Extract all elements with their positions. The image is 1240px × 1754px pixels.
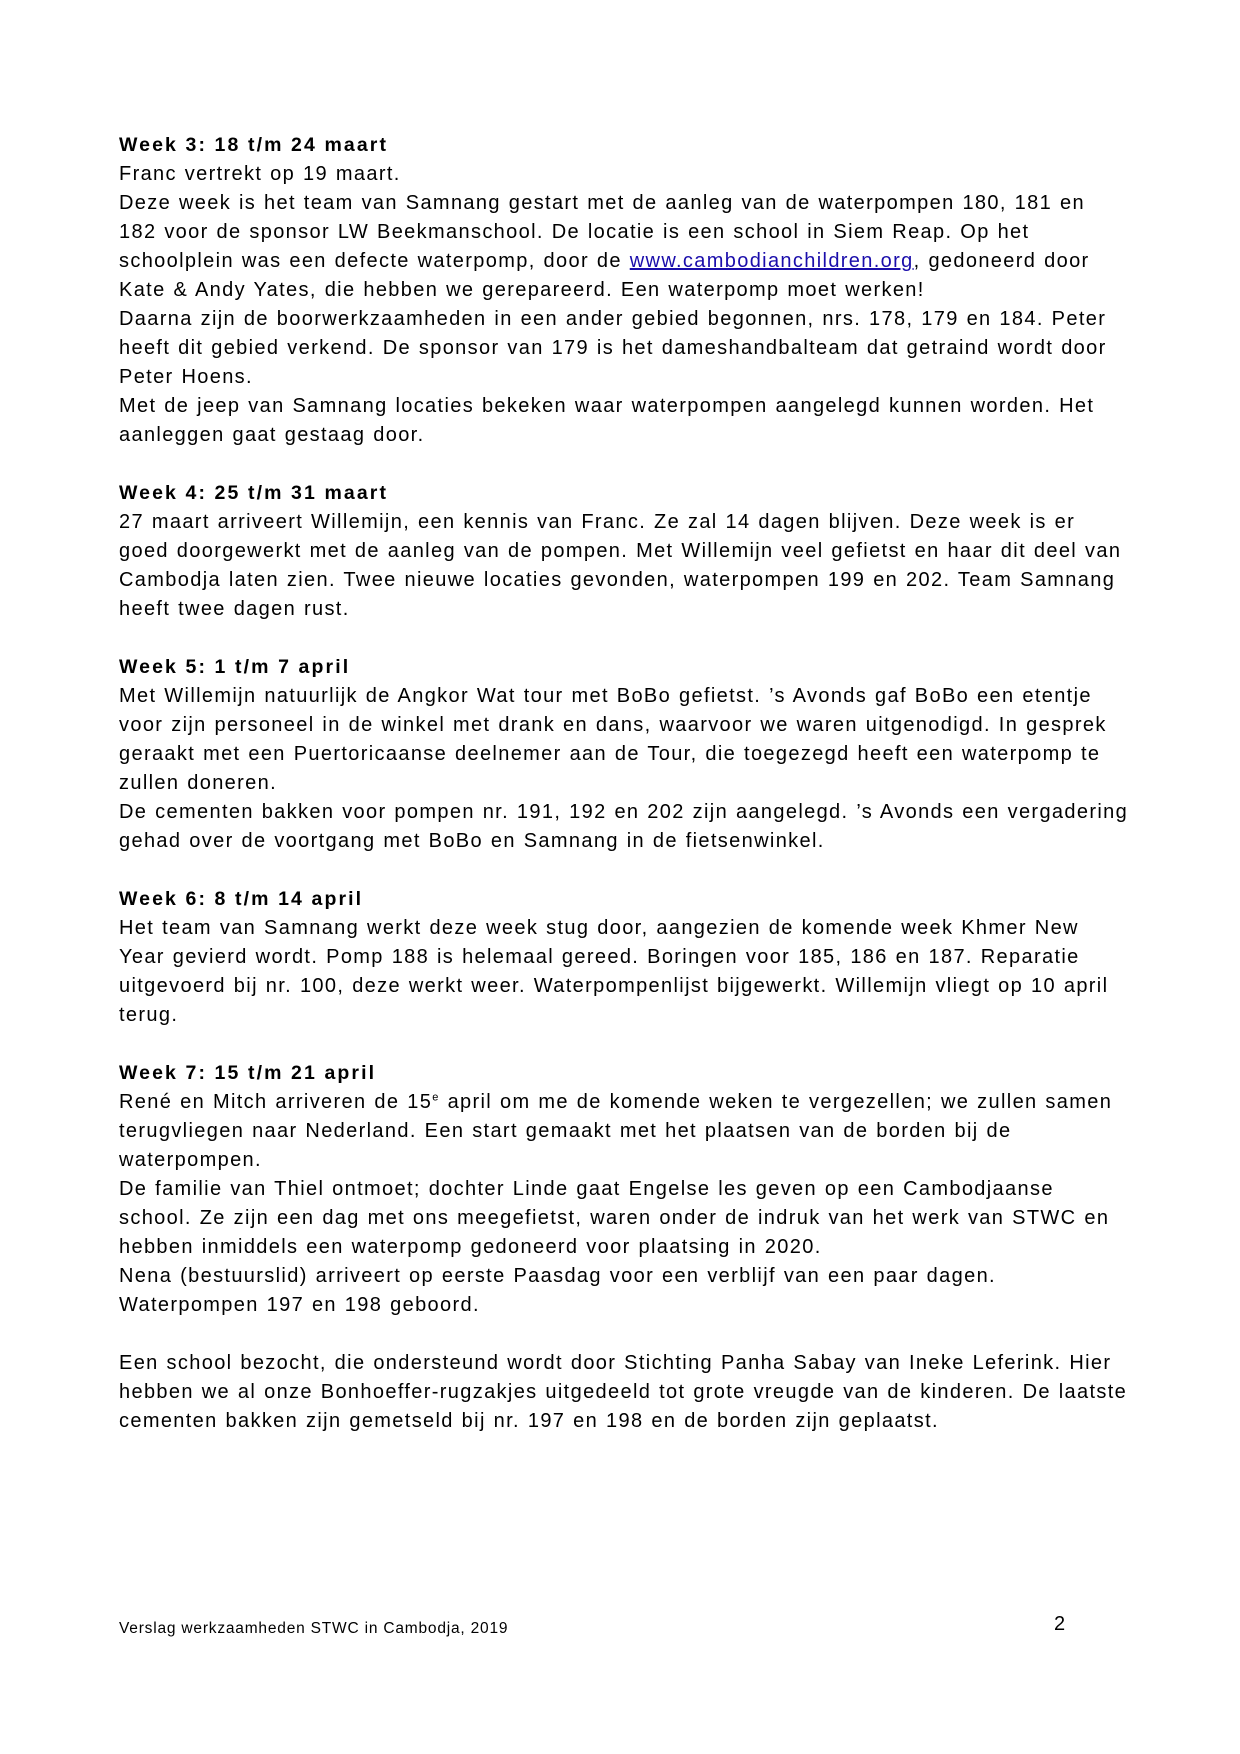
section-week-3 bbox=[119, 131, 1129, 450]
cambodianchildren-link[interactable]: www.cambodianchildren.org bbox=[629, 250, 914, 272]
section-week-7 bbox=[119, 1059, 1129, 1436]
section-heading: Week 3: 18 t/m 24 maart bbox=[119, 134, 389, 156]
paragraph: Het team van Samnang werkt deze week stug door, aangezien de komende week Khmer New Year gevierd wordt. Pomp 188 is helemaal gereed. Boringen voor 185, 186 en 187. Reparatie uitgevoerd bij nr. 100, deze werkt weer. Waterpompenlijst bijgewerkt. Willemijn vliegt op 10 april terug. bbox=[119, 917, 1109, 1026]
paragraph-text: april om me de komende weken te vergezellen; we zullen samen terugvliegen naar Nederland. Een start gemaakt met het plaatsen van de borden bij de waterpompen. bbox=[119, 1091, 1113, 1171]
paragraph: Daarna zijn de boorwerkzaamheden in een ander gebied begonnen, nrs. 178, 179 en 184. Peter heeft dit gebied verkend. De sponsor van 179 is het dameshandbalteam dat getraind wordt door Peter Hoens. bbox=[119, 308, 1107, 388]
paragraph-text: Deze week is het team van Samnang gestart met de aanleg van de waterpompen 180, 181 en 182 voor de sponsor LW Beekmanschool. De locatie is een school in Siem Reap. Op het schoolplein was een defecte waterpomp, door de bbox=[119, 192, 1085, 272]
paragraph bbox=[119, 1088, 1129, 1175]
section-heading: Week 6: 8 t/m 14 april bbox=[119, 888, 364, 910]
paragraph: 27 maart arriveert Willemijn, een kennis van Franc. Ze zal 14 dagen blijven. Deze week is er goed doorgewerkt met de aanleg van de pompen. Met Willemijn veel gefietst en haar dit deel van Cambodja laten zien. Twee nieuwe locaties gevonden, waterpompen 199 en 202. Team Samnang heeft twee dagen rust. bbox=[119, 511, 1122, 620]
section-week-6 bbox=[119, 885, 1129, 1030]
superscript: e bbox=[432, 1091, 440, 1104]
paragraph-text: , gedoneerd door Kate & Andy Yates, die hebben we gerepareerd. Een waterpomp moet werken! bbox=[119, 250, 1090, 301]
paragraph: Franc vertrekt op 19 maart. bbox=[119, 163, 401, 185]
section-heading: Week 7: 15 t/m 21 april bbox=[119, 1062, 377, 1084]
paragraph: Met Willemijn natuurlijk de Angkor Wat tour met BoBo gefietst. ’s Avonds gaf BoBo een etentje voor zijn personeel in de winkel met drank en dans, waarvoor we waren uitgenodigd. In gesprek geraakt met een Puertoricaanse deelnemer aan de Tour, die toegezegd heeft een waterpomp te zullen doneren. bbox=[119, 685, 1107, 794]
page-footer: Verslag werkzaamheden STWC in Cambodja, 2019 bbox=[119, 1620, 509, 1637]
paragraph: Nena (bestuurslid) arriveert op eerste Paasdag voor een verblijf van een paar dagen. bbox=[119, 1265, 996, 1287]
paragraph: Met de jeep van Samnang locaties bekeken waar waterpompen aangelegd kunnen worden. Het aanleggen gaat gestaag door. bbox=[119, 395, 1095, 446]
paragraph bbox=[119, 189, 1129, 305]
section-week-4 bbox=[119, 479, 1129, 624]
document-body bbox=[119, 131, 1129, 1465]
paragraph-text: René en Mitch arriveren de 15 bbox=[119, 1091, 433, 1113]
section-heading: Week 4: 25 t/m 31 maart bbox=[119, 482, 389, 504]
section-week-5 bbox=[119, 653, 1129, 856]
paragraph: De cementen bakken voor pompen nr. 191, 192 en 202 zijn aangelegd. ’s Avonds een vergadering gehad over de voortgang met BoBo en Samnang in de fietsenwinkel. bbox=[119, 801, 1129, 852]
section-heading: Week 5: 1 t/m 7 april bbox=[119, 656, 351, 678]
paragraph-gap bbox=[119, 1320, 1129, 1349]
paragraph: De familie van Thiel ontmoet; dochter Linde gaat Engelse les geven op een Cambodjaanse school. Ze zijn een dag met ons meegefietst, waren onder de indruk van het werk van STWC en hebben inmiddels een waterpomp gedoneerd voor plaatsing in 2020. bbox=[119, 1178, 1110, 1258]
page-number: 2 bbox=[1054, 1613, 1066, 1635]
paragraph: Een school bezocht, die ondersteund wordt door Stichting Panha Sabay van Ineke Leferink. Hier hebben we al onze Bonhoeffer-rugzakjes uitgedeeld tot grote vreugde van de kinderen. De laatste cementen bakken zijn gemetseld bij nr. 197 en 198 en de borden zijn geplaatst. bbox=[119, 1352, 1128, 1432]
paragraph: Waterpompen 197 en 198 geboord. bbox=[119, 1294, 480, 1316]
